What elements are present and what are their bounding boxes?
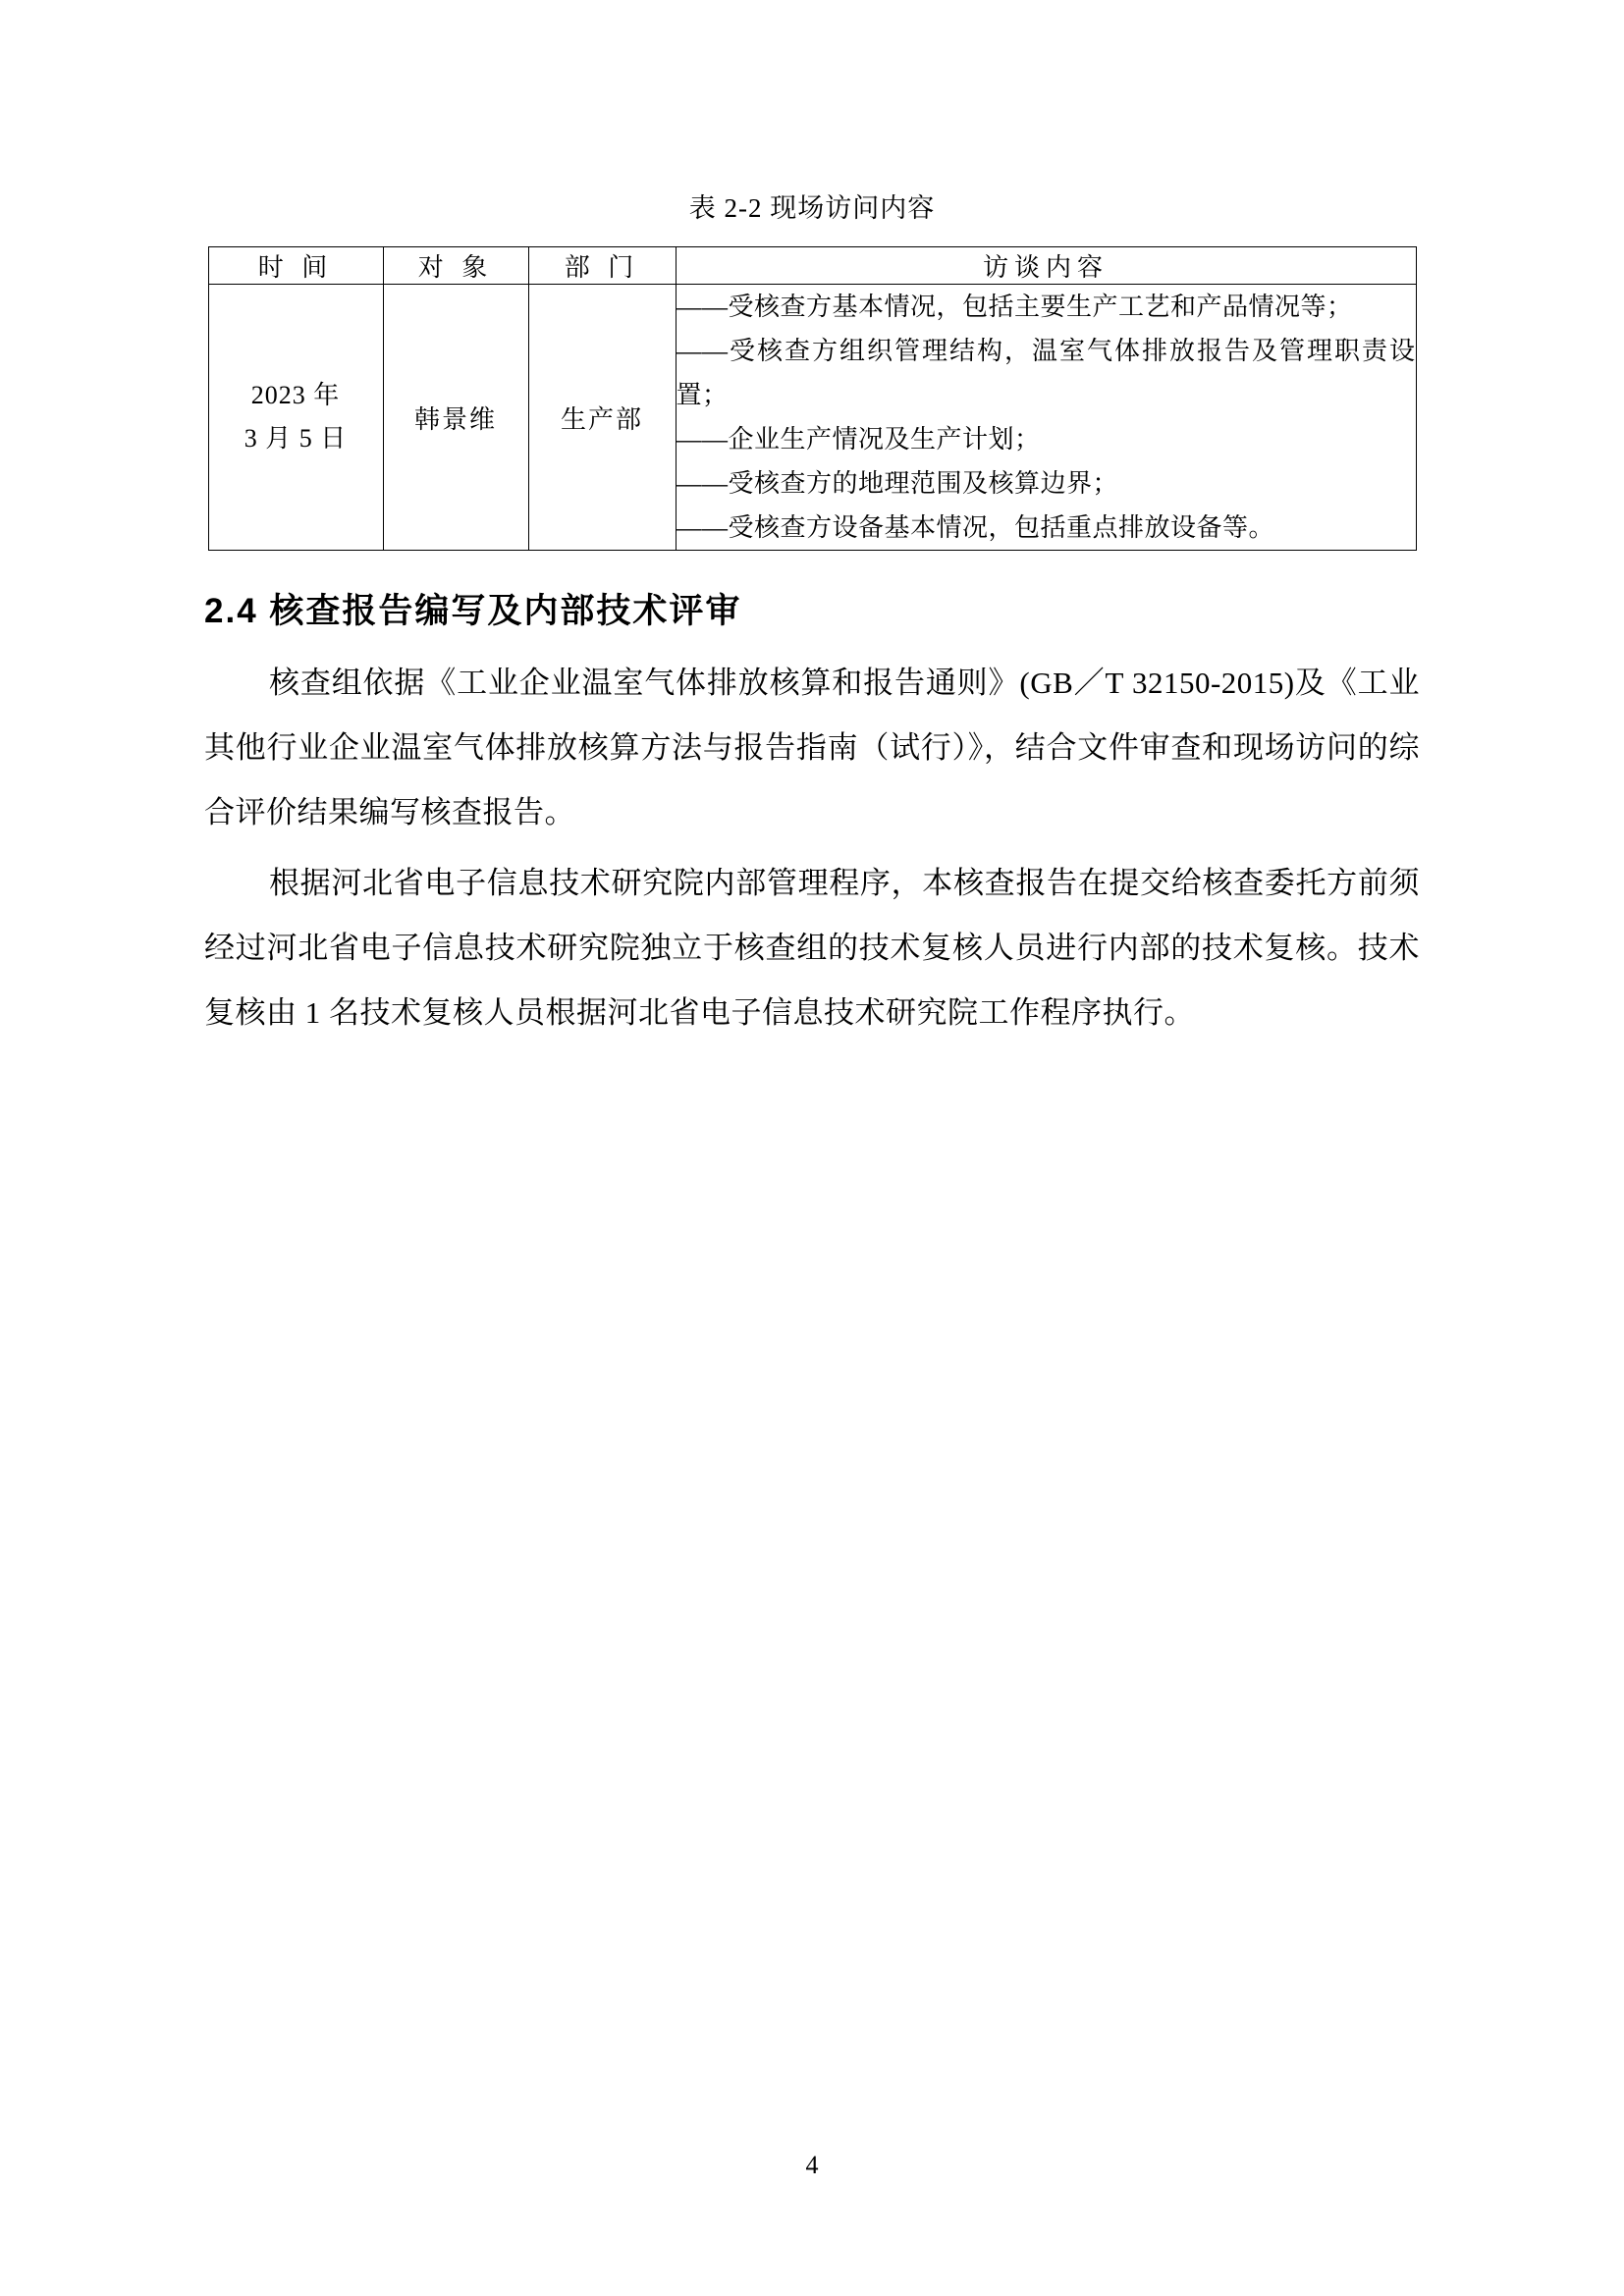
content-item-4: ——受核查方的地理范围及核算边界； <box>676 469 1119 498</box>
cell-department: 生产部 <box>528 285 676 551</box>
body-paragraph-2: 根据河北省电子信息技术研究院内部管理程序，本核查报告在提交给核查委托方前须经过河北省电子信息技术研究院独立于核查组的技术复核人员进行内部的技术复核。技术复核由 1 名技术复核人员根据河北省电子信息技术研究院工作程序执行。 <box>204 866 1420 1030</box>
content-item-3: ——企业生产情况及生产计划； <box>676 425 1041 454</box>
table-header-time: 时 间 <box>208 247 383 285</box>
content-item-5: ——受核查方设备基本情况，包括重点排放设备等。 <box>676 513 1275 542</box>
cell-content <box>676 285 1416 551</box>
content-item-1: ——受核查方基本情况，包括主要生产工艺和产品情况等； <box>676 293 1353 321</box>
table-header-content: 访谈内容 <box>676 247 1416 285</box>
cell-time-line-1: 2023 年 <box>250 381 341 409</box>
page-number: 4 <box>805 2151 819 2179</box>
content-item-2: ——受核查方组织管理结构，温室气体排放报告及管理职责设置； <box>676 337 1416 409</box>
section-heading: 2.4 核查报告编写及内部技术评审 <box>204 592 742 630</box>
table-header-department: 部 门 <box>528 247 676 285</box>
table-row <box>208 285 1416 551</box>
table-header-object: 对 象 <box>383 247 528 285</box>
cell-time-line-2: 3 月 5 日 <box>244 424 348 453</box>
table-header-row <box>208 247 1416 285</box>
cell-time <box>208 285 383 551</box>
cell-object: 韩景维 <box>383 285 528 551</box>
table-caption: 表 2-2 现场访问内容 <box>688 193 936 223</box>
interview-table <box>208 246 1417 551</box>
body-paragraph-1: 核查组依据《工业企业温室气体排放核算和报告通则》(GB／T 32150-2015)及《工业其他行业企业温室气体排放核算方法与报告指南（试行）》，结合文件审查和现场访问的综合评价结果编写核查报告。 <box>204 666 1420 829</box>
